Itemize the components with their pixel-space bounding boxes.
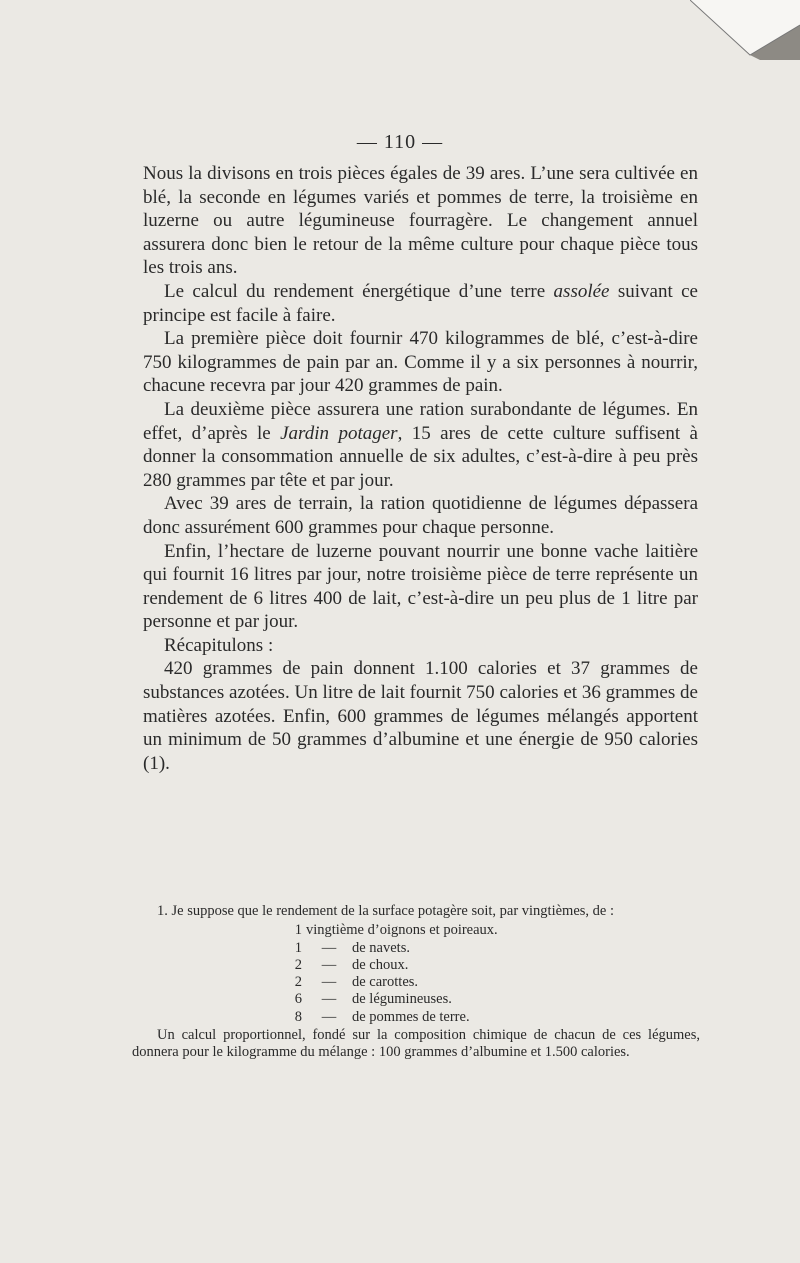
footnote-table [132, 922, 700, 1026]
footnote-qty: 2 [294, 974, 302, 991]
footnote-dash: — [321, 939, 337, 956]
footnote-item: de navets. [352, 939, 410, 956]
paragraph [143, 327, 698, 398]
page-number: — 110 — [356, 131, 444, 153]
paragraph-text: Nous la divisons en trois pièces égales de 39 ares. L’une sera cultivée en blé, la seconde en légumes variés et pommes de terre, la troisième en luzerne ou autre légumineuse fourragère. Le changement annuel assurera donc bien le retour de la même culture pour chaque pièce tous les trois ans. [143, 163, 698, 279]
footnote-row [132, 922, 700, 939]
paragraph-text: , 15 ares de cette culture suffisent à donner la consommation annuelle de six adultes, c’est-à-dire à peu près 280 grammes par tête et par jour. [143, 422, 698, 491]
footnote-qty: 2 [294, 956, 302, 973]
page-corner-fold [690, 0, 800, 60]
footnote-row [132, 974, 700, 991]
paragraph-text: Enfin, l’hectare de luzerne pouvant nourrir une bonne vache laitière qui fournit 16 litres par jour, notre troisième pièce de terre représente un rendement de 6 litres 400 de lait, c’est-à-dire un peu plus de 1 litre par personne et par jour. [143, 540, 698, 633]
footnote-item: de choux. [352, 956, 409, 973]
paragraph [143, 280, 698, 327]
paragraph [143, 634, 698, 658]
paragraph [143, 398, 698, 492]
footnote-qty: 1 [294, 939, 302, 956]
paragraph [143, 492, 698, 539]
paragraph-text: Avec 39 ares de terrain, la ration quotidienne de légumes dépassera donc assurément 600 grammes pour chaque personne. [143, 493, 698, 538]
footnote-row [132, 1009, 700, 1026]
paragraph [143, 162, 698, 280]
footnote-dash: — [321, 1008, 337, 1025]
footnote [132, 903, 700, 1062]
paragraph-text: La deuxième pièce assurera une ration surabondante de légumes. En effet, d’après le [143, 398, 698, 444]
footnote-outro: Un calcul proportionnel, fondé sur la composition chimique de chacun de ces légumes, donnera pour le kilogramme du mélange : 100 grammes d’albumine et 1.500 calories. [132, 1027, 700, 1061]
footnote-item: vingtième d’oignons et poireaux. [306, 922, 498, 939]
footnote-dash: — [321, 974, 337, 991]
footnote-qty: 6 [294, 991, 302, 1008]
footnote-item: de légumineuses. [352, 991, 452, 1008]
footnote-row [132, 991, 700, 1008]
italic-text: assolée [553, 280, 610, 302]
paragraph [143, 540, 698, 634]
footnote-row [132, 957, 700, 974]
footnote-item: de carottes. [352, 974, 419, 991]
footnote-qty: 8 [294, 1008, 302, 1025]
italic-text: Jardin potager [280, 422, 398, 444]
footnote-row [132, 940, 700, 957]
paragraph [143, 657, 698, 775]
footnote-dash: — [321, 991, 337, 1008]
footnote-intro: 1. Je suppose que le rendement de la surface potagère soit, par vingtièmes, de : [157, 903, 614, 919]
paragraph-text: 420 grammes de pain donnent 1.100 calories et 37 grammes de substances azotées. Un litre de lait fournit 750 calories et 36 grammes de matières azotées. Enfin, 600 grammes de légumes mélangés apportent un minimum de 50 grammes d’albumine et une énergie de 950 calories (1). [143, 658, 698, 774]
paragraph-text: Récapitulons : [164, 634, 274, 656]
footnote-item: de pommes de terre. [352, 1008, 470, 1025]
footnote-dash: — [321, 956, 337, 973]
footnote-qty: 1 [294, 922, 302, 939]
paragraph-text: suivant ce principe est facile à faire. [143, 280, 698, 326]
body-text [143, 162, 698, 775]
paragraph-text: Le calcul du rendement énergétique d’une terre [164, 280, 554, 302]
paragraph-text: La première pièce doit fournir 470 kilogrammes de blé, c’est-à-dire 750 kilogrammes de pain par an. Comme il y a six personnes à nourrir, chacune recevra par jour 420 grammes de pain. [143, 328, 698, 397]
